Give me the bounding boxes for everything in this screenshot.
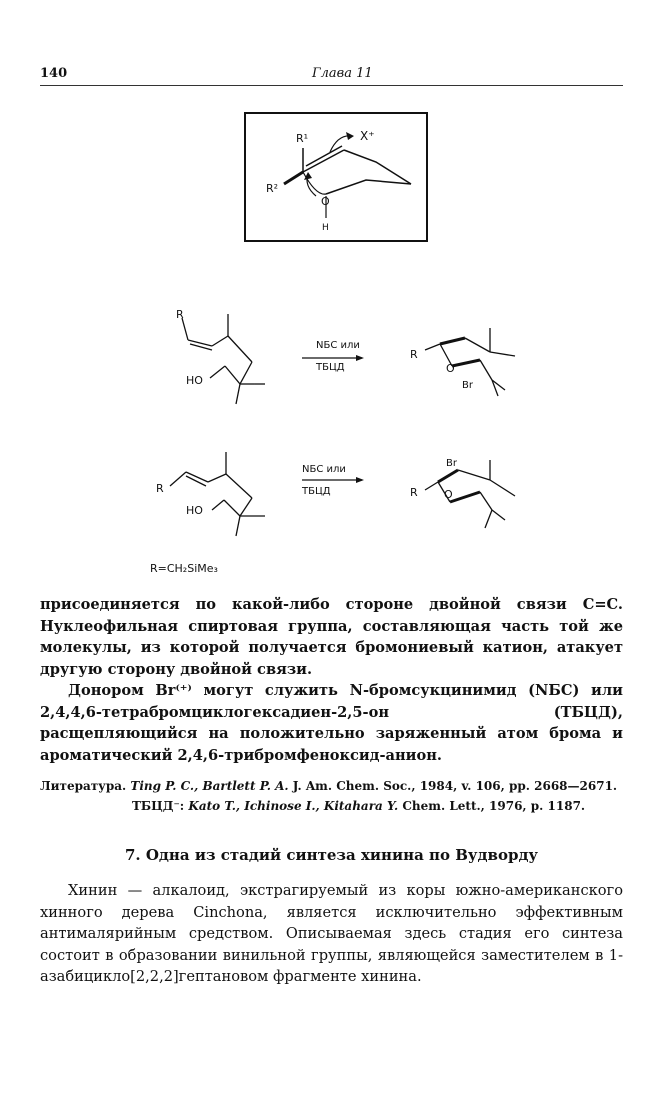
r-definition-text: R=CH₂SiMe₃ bbox=[150, 562, 218, 575]
mechanism-box bbox=[244, 112, 428, 242]
paragraph-3-text: Хинин — алкалоид, экстрагируемый из коры южно-американского хинного дерева Cinchona, является исключительно эффективным антималярийным средством. Описываемая здесь стадия его синтеза состоит в образовании винильной группы, являющейся заместителем в 1-азабицикло[2,2,2]гептановом фрагменте хинина. bbox=[40, 882, 623, 985]
literature bbox=[40, 776, 630, 816]
x-plus-label: X⁺ bbox=[360, 129, 375, 143]
paragraph-2 bbox=[40, 680, 623, 766]
r2-ho-label: HO bbox=[186, 504, 203, 517]
r1-product-r: R bbox=[410, 348, 418, 361]
r2-product-o: O bbox=[444, 488, 453, 501]
r2-product-br: Br bbox=[446, 458, 457, 469]
paragraph-3 bbox=[40, 880, 623, 988]
mechanism-diagram bbox=[246, 114, 426, 240]
r2-product-r: R bbox=[410, 486, 418, 499]
chapter-title: Глава 11 bbox=[312, 66, 373, 81]
oxygen-label: O bbox=[321, 195, 330, 208]
paragraph-2-text: Донором Br⁽⁺⁾ могут служить N-бромсукцинимид (NБС) или 2,4,4,6-тетрабромциклогексадиен-2,5-он (ТБЦД), расщепляющийся на положительно заряженный атом брома и ароматический 2,4,6-трибромфеноксид-анион. bbox=[40, 682, 623, 764]
r1-ho-label: HO bbox=[186, 374, 203, 387]
paragraph-1 bbox=[40, 594, 623, 680]
r1-r-label: R bbox=[176, 308, 184, 321]
paragraph-1-text: присоединяется по какой-либо стороне двойной связи C=C. Нуклеофильная спиртовая группа, составляющая часть той же молекулы, из которой получается бромониевый катион, атакует другую сторону двойной связи. bbox=[40, 596, 623, 678]
r1-reagent-2: ТБЦД bbox=[316, 362, 345, 373]
r2-reagent-1: NБС или bbox=[302, 464, 346, 475]
ref2-authors: Kato T., Ichinose I., Kitahara Y. bbox=[188, 799, 399, 813]
r1-label: R¹ bbox=[296, 132, 309, 145]
ref1-authors: Ting P. C., Bartlett P. A. bbox=[130, 779, 289, 793]
ref2-source: Chem. Lett., 1976, p. 1187. bbox=[402, 799, 586, 813]
r1-product-br: Br bbox=[462, 380, 473, 391]
ref1-source: J. Am. Chem. Soc., 1984, v. 106, pp. 2668—2671. bbox=[292, 779, 618, 793]
page-number: 140 bbox=[40, 66, 68, 81]
r2-reagent-2: ТБЦД bbox=[302, 486, 331, 497]
reaction-2 bbox=[140, 440, 560, 550]
reaction-1 bbox=[140, 300, 560, 420]
r1-product-o: O bbox=[446, 362, 455, 375]
r2-r-label: R bbox=[156, 482, 164, 495]
r1-reagent-1: NБС или bbox=[316, 340, 360, 351]
ref2-prefix: ТБЦД⁻: bbox=[132, 799, 185, 813]
r-definition bbox=[150, 556, 290, 580]
r2-label: R² bbox=[266, 182, 279, 195]
literature-label: Литература. bbox=[40, 779, 127, 793]
section-title: 7. Одна из стадий синтеза хинина по Вудворду bbox=[124, 846, 539, 864]
header-rule bbox=[40, 85, 623, 86]
hydrogen-label: H bbox=[322, 223, 329, 233]
